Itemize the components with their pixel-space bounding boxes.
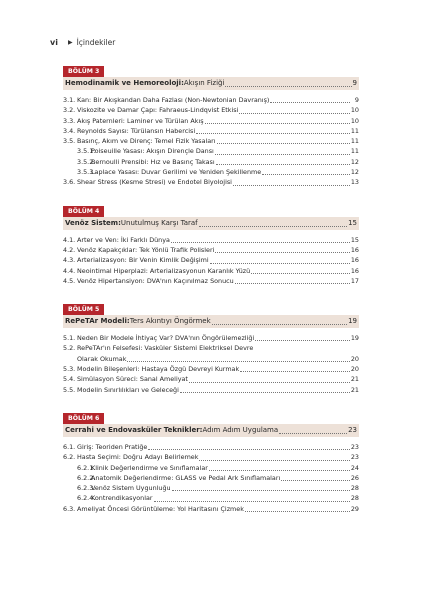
chapter-title-bar[interactable] xyxy=(63,315,359,328)
entry-title: Neointimal Hiperplazi: Arterializasyonun Karanlık Yüzü xyxy=(77,266,251,275)
entry-title: Giriş: Teoriden Pratiğe xyxy=(77,442,148,451)
toc-entry[interactable] xyxy=(63,105,359,115)
entry-number: 6.2.2. xyxy=(77,473,96,482)
toc-entry[interactable] xyxy=(63,463,359,473)
dot-leader xyxy=(225,86,351,87)
entry-title: Shear Stress (Kesme Stresi) ve Endotel Biyolojisi xyxy=(77,178,232,187)
dot-leader xyxy=(233,185,350,186)
entry-title: Modelin Bileşenleri: Hastaya Özgü Devreyi Kurmak xyxy=(77,365,240,374)
table-of-contents xyxy=(63,58,359,524)
dot-leader xyxy=(262,174,350,175)
entry-title: Modelin Sınırlılıkları ve Geleceği xyxy=(77,385,179,394)
toc-entry[interactable] xyxy=(63,95,359,105)
entry-number: 6.3. xyxy=(63,504,76,513)
toc-entry[interactable] xyxy=(63,504,359,514)
toc-entry[interactable] xyxy=(63,276,359,286)
dot-leader xyxy=(212,324,347,325)
entry-title: Anatomik Değerlendirme: GLASS ve Pedal Ark Sınıflamaları xyxy=(91,473,281,482)
entry-number: 5.1. xyxy=(63,334,76,343)
dot-leader xyxy=(209,470,350,471)
chapter-badge: BÖLÜM 4 xyxy=(63,206,104,217)
entry-number: 3.5.2. xyxy=(77,157,96,166)
dot-leader xyxy=(270,102,350,103)
dot-leader xyxy=(154,501,350,502)
dot-leader xyxy=(235,283,350,284)
entry-number: 3.4. xyxy=(63,126,76,135)
chapter-page-number: 9 xyxy=(352,79,357,87)
entry-page-number: 16 xyxy=(350,245,359,254)
entry-page-number: 11 xyxy=(350,147,359,156)
chapter-title-rest: Unutulmuş Karşı Taraf xyxy=(120,218,198,227)
entry-number: 4.2. xyxy=(63,245,76,254)
entry-title: Venöz Hipertansiyon: DVA'nın Kaçınılmaz Sonucu xyxy=(77,276,234,285)
entry-number: 6.1. xyxy=(63,442,76,451)
entry-title: Kontrendikasyonlar xyxy=(91,494,153,503)
dot-leader xyxy=(215,252,350,253)
toc-entry[interactable] xyxy=(63,354,359,364)
entry-number: 4.1. xyxy=(63,235,76,244)
entry-page-number: 24 xyxy=(350,463,359,472)
running-head xyxy=(50,38,115,47)
toc-entry[interactable] xyxy=(63,136,359,146)
chapter-title-rest: Akışın Fiziği xyxy=(183,79,225,87)
entry-page-number: 21 xyxy=(350,375,359,384)
triangle-marker-icon: ▶ xyxy=(67,39,73,46)
entry-number: 3.2. xyxy=(63,106,76,115)
entry-title: Reynolds Sayısı: Türülansın Habercisi xyxy=(77,126,196,135)
toc-entry[interactable] xyxy=(63,493,359,503)
entry-number: 5.2. xyxy=(63,344,76,353)
entry-title: Laplace Yasası: Duvar Gerilimi ve Yeniden Şekillenme xyxy=(91,168,262,177)
entry-page-number: 26 xyxy=(350,473,359,482)
entry-page-number: 15 xyxy=(350,235,359,244)
entry-number: 6.2. xyxy=(63,453,76,462)
chapter-badge: BÖLÜM 6 xyxy=(63,413,104,424)
entry-number: 3.6. xyxy=(63,178,76,187)
dot-leader xyxy=(251,273,350,274)
entry-page-number: 20 xyxy=(350,365,359,374)
entry-number: 3.5. xyxy=(63,137,76,146)
entry-title: Ameliyat Öncesi Görüntüleme: Yol Haritasını Çizmek xyxy=(77,504,244,513)
toc-entry[interactable] xyxy=(63,333,359,343)
chapter-title-bar[interactable] xyxy=(63,217,359,230)
entry-number: 3.5.3. xyxy=(77,168,96,177)
toc-entry[interactable] xyxy=(63,126,359,136)
chapter-badge: BÖLÜM 5 xyxy=(63,304,104,315)
entry-title: Simülasyon Süreci: Sanal Ameliyat xyxy=(77,375,188,384)
dot-leader xyxy=(281,480,350,481)
page-number: vi xyxy=(50,38,58,47)
entry-title: Venöz Sistem Uygunluğu xyxy=(91,484,171,493)
entry-title: Venöz Kapakçıklar: Tek Yönlü Trafik Polisleri xyxy=(77,245,215,254)
dot-leader xyxy=(172,490,350,491)
entry-number: 5.3. xyxy=(63,365,76,374)
dot-leader xyxy=(210,263,350,264)
toc-entry[interactable] xyxy=(63,116,359,126)
dot-leader xyxy=(171,242,350,243)
entry-page-number: 20 xyxy=(350,354,359,363)
entry-number: 6.2.4. xyxy=(77,494,96,503)
chapter-title-bold: Venöz Sistem: xyxy=(65,218,121,227)
entry-title: Basınç, Akım ve Direnç: Temel Fizik Yasaları xyxy=(77,137,216,146)
entry-title: Kan: Bir Akışkandan Daha Fazlası (Non-Newtonian Davranış) xyxy=(77,96,270,104)
toc-entry[interactable] xyxy=(63,245,359,255)
entry-page-number: 11 xyxy=(350,137,359,146)
chapter-section xyxy=(63,405,359,514)
dot-leader xyxy=(189,382,350,383)
entry-number: 4.5. xyxy=(63,276,76,285)
dot-leader xyxy=(279,433,347,434)
chapter-page-number: 19 xyxy=(348,317,357,326)
toc-entry[interactable] xyxy=(63,266,359,276)
chapter-title-bold: Cerrahi ve Endovasküler Teknikler: xyxy=(65,425,203,434)
chapter-title-bold: RePeTAr Modeli: xyxy=(65,317,130,326)
dot-leader xyxy=(180,392,350,393)
entry-title: Viskozite ve Damar Çapı: Fahraeus-Lindqvist Etkisi xyxy=(77,106,239,115)
entry-page-number: 10 xyxy=(350,116,359,125)
toc-entry[interactable] xyxy=(63,177,359,187)
entry-number: 3.3. xyxy=(63,116,76,125)
dot-leader xyxy=(199,460,349,461)
entry-number: 4.3. xyxy=(63,256,76,265)
entry-page-number: 23 xyxy=(350,442,359,451)
entry-page-number: 16 xyxy=(350,266,359,275)
entry-title: Poiseuille Yasası: Akışın Dirençle Dansı xyxy=(91,147,214,156)
entry-title: Bernoulli Prensibi: Hız ve Basınç Takası xyxy=(91,157,215,166)
chapter-section xyxy=(63,198,359,286)
entry-page-number: 28 xyxy=(350,494,359,503)
toc-entry[interactable] xyxy=(63,483,359,493)
entry-page-number: 13 xyxy=(350,178,359,187)
toc-entry[interactable] xyxy=(63,343,359,353)
toc-entry[interactable] xyxy=(63,255,359,265)
dot-leader xyxy=(196,133,350,134)
toc-entry[interactable] xyxy=(63,385,359,395)
chapter-badge: BÖLÜM 3 xyxy=(63,66,104,77)
entry-number: 6.2.3. xyxy=(77,484,96,493)
entry-title: Arter ve Ven: İki Farklı Dünya xyxy=(77,235,170,244)
dot-leader xyxy=(239,113,350,114)
dot-leader xyxy=(216,164,350,165)
entry-number: 3.5.1. xyxy=(77,147,96,156)
entry-title: RePeTAr'ın Felsefesi: Vasküler Sistemi Elektriksel Devre xyxy=(77,344,254,353)
entry-page-number: 12 xyxy=(350,168,359,177)
chapter-page-number: 15 xyxy=(348,218,357,227)
toc-entry[interactable] xyxy=(63,157,359,167)
entry-number: 3.1. xyxy=(63,96,76,104)
dot-leader xyxy=(148,449,350,450)
entry-number: 4.4. xyxy=(63,266,76,275)
entry-page-number: 28 xyxy=(350,484,359,493)
dot-leader xyxy=(217,143,350,144)
toc-entry[interactable] xyxy=(63,146,359,156)
dot-leader xyxy=(127,361,349,362)
chapter-section xyxy=(63,296,359,395)
entry-title: Arterializasyon: Bir Venin Kimlik Değişimi xyxy=(77,256,209,265)
chapter-title-bar[interactable] xyxy=(63,77,359,90)
toc-entry[interactable] xyxy=(63,374,359,384)
entry-page-number: 10 xyxy=(350,106,359,115)
dot-leader xyxy=(245,511,350,512)
entry-page-number: 16 xyxy=(350,256,359,265)
dot-leader xyxy=(199,226,347,227)
entry-page-number: 9 xyxy=(354,96,359,104)
toc-entry[interactable] xyxy=(63,473,359,483)
entry-number: 5.5. xyxy=(63,385,76,394)
chapter-title-bold: Hemodinamik ve Hemoreoloji: xyxy=(65,79,184,87)
entry-number: 5.4. xyxy=(63,375,76,384)
running-head-title: İçindekiler xyxy=(76,38,116,47)
entry-page-number: 12 xyxy=(350,157,359,166)
dot-leader xyxy=(240,371,350,372)
chapter-page-number: 23 xyxy=(348,425,357,434)
chapter-section xyxy=(63,58,359,188)
entry-number: 6.2.1. xyxy=(77,463,96,472)
entry-page-number: 11 xyxy=(350,126,359,135)
toc-entry[interactable] xyxy=(63,452,359,462)
chapter-title-rest: Adım Adım Uygulama xyxy=(202,425,279,434)
entry-title: Neden Bir Modele İhtiyaç Var? DVA'nın Öngörülemezliği xyxy=(77,334,255,343)
entry-page-number: 29 xyxy=(350,504,359,513)
entry-title: Hasta Seçimi: Doğru Adayı Belirlemek xyxy=(77,453,199,462)
entry-page-number: 21 xyxy=(350,385,359,394)
entry-page-number: 23 xyxy=(350,453,359,462)
toc-entry[interactable] xyxy=(63,442,359,452)
entry-title: Olarak Okumak xyxy=(77,354,127,363)
toc-entry[interactable] xyxy=(63,235,359,245)
dot-leader xyxy=(255,340,350,341)
entry-title: Akış Paternleri: Laminer ve Türülan Akış xyxy=(77,116,204,125)
entry-page-number: 17 xyxy=(350,276,359,285)
dot-leader xyxy=(205,123,350,124)
toc-entry[interactable] xyxy=(63,167,359,177)
entry-title: Klinik Değerlendirme ve Sınıflamalar xyxy=(91,463,208,472)
chapter-title-bar[interactable] xyxy=(63,424,359,437)
entry-page-number: 19 xyxy=(350,334,359,343)
chapter-title-rest: Ters Akıntıyı Öngörmek xyxy=(129,317,211,326)
toc-entry[interactable] xyxy=(63,364,359,374)
dot-leader xyxy=(215,154,350,155)
